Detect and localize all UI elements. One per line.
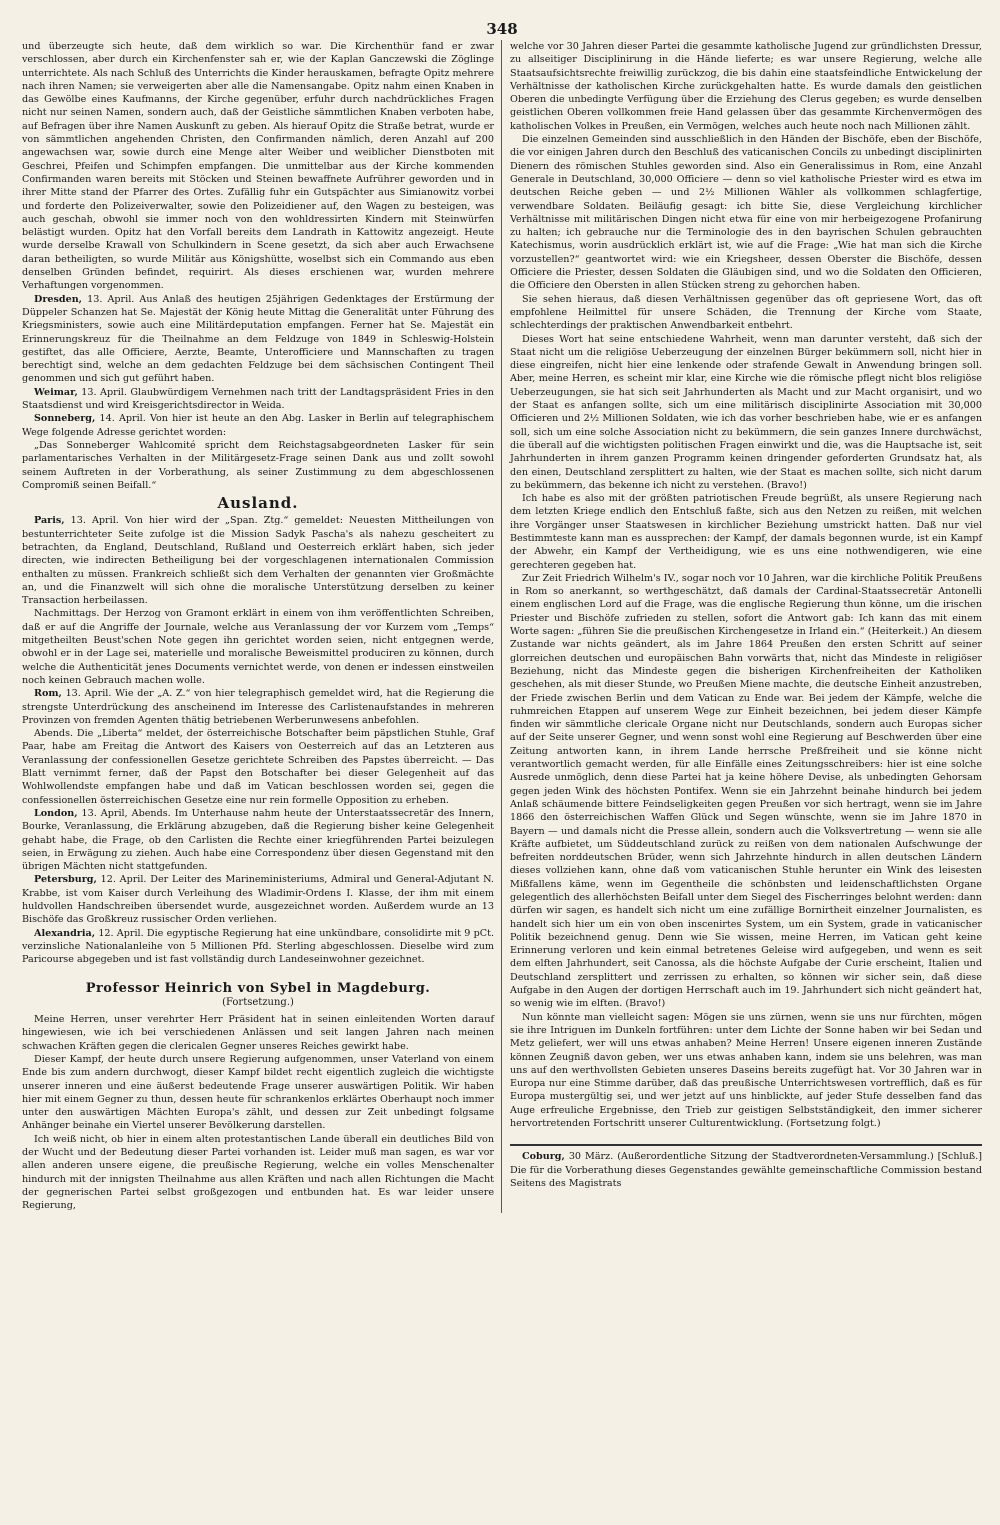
london-text: 13. April, Abends. Im Unterhause nahm heute der Unterstaatssecretär des Innern, Bourke, Veranlassung, die Erklärung abzugeben, daß die Regierung bisher keine Gelegenheit gehabt habe, die Frage, ob den Carlisten die Rechte einer kriegführenden Partei beizulegen seien, in Erwägung zu ziehen. Auch habe eine Correspondenz über diesen Gegenstand mit den übrigen Mächten nicht stattgefunden. [22,807,494,873]
article-paragraph: Zur Zeit Friedrich Wilhelm's IV., sogar noch vor 10 Jahren, war die kirchliche Politik Preußens in Rom so anerkannt, so werthgeschätzt, daß damals der Cardinal-Staatssecretär Antonelli einem englischen Lord auf die Frage, was die englische Regierung thun könne, um die irischen Priester und Bischöfe zufrieden zu stellen, sofort die Antwort gab: Ich kann das mit einem Worte sagen: „führen Sie die preußischen Kirchengesetze in Irland ein.“ (Heiterkeit.) An diesem Zustande war nichts geändert, als im Jahre 1864 Preußen den ersten Schritt auf seiner glorreichen deutschen und europäischen Bahn vorwärts that, nicht das Mindeste in religiöser Beziehung, nicht das Mindeste gegen die bisherigen Kirchenfreiheiten der Katholiken geschehen, als mit dieser Stunde, wo Preußen Miene machte, die deutsche Einheit anzustreben, der Friede zwischen Berlin und dem Vatican zu Ende war. Bei jedem der Kämpfe, welche die ruhmreichen Etappen auf unserem Wege zur Einheit bezeichnen, bei jedem dieser Kämpfe finden wir sämmtliche clericale Organe nicht nur Deutschlands, sondern auch Europas sicher auf der Seite unserer Gegner, und wenn sonst wohl eine Regierung auf Beschwerden über eine Zeitung antworten kann, in ihrem Lande herrsche Preßfreiheit und sie könne nicht verantwortlich gemacht werden, für alle Einfälle eines Zeitungsschreibers: hier ist eine solche Ausrede unmöglich, denn diese Partei hat ja keine höhere Devise, als unbedingten Gehorsam gegen jeden Wink des höchsten Pontifex. Wenn sie ein Jahrzehnt beinahe hindurch bei jedem Anlaß schäumende bittere Feindseligkeiten gegen Preußen vor sich hertragt, wenn sie im Jahre 1866 den österreichischen Waffen Glück und Segen wünschte, wenn sie im Jahre 1870 in Bayern — und damals nicht die Presse allein, sondern auch die Volksvertretung — wenn sie alle Kräfte aufbietet, um Süddeutschland zurück zu reißen von dem nationalen Aufschwunge der befreiten norddeutschen Brüder, wenn sich Jahrzehnte hindurch in allen deutschen Ländern dieses vollziehen kann, ohne daß vom vaticanischen Stuhle herunter ein Wink des leisesten Mißfallens käme, wenn im Gegentheile die schönbsten und leidenschaftlichsten Organe gelegentlich des allerhöchsten Beifall unter dem Siegel des Fischerringes belohnt werden: dann dürfen wir sagen, es handelt sich nicht um eine zufällige Bornirtheit einzelner Journalisten, es handelt sich hier um ein von oben inscenirtes System, um ein System, grade in vaticanischer Politik bezeichnend genug. Denn wie Sie wissen, meine Herren, im Vatican geht keine Erinnerung verloren und kein einmal betretenes Geleise wird aufgegeben, und wenn es seit dem elften Jahrhundert, seit Canossa, als die höchste Aufgabe der Curie erscheint, Italien und Deutschland zersplittert und zerrissen zu erhalten, so können wir sicher sein, daß diese Aufgabe in den Augen der dortigen Herrschaft auch im 19. Jahrhundert sich nicht geändert hat, so wenig wie im elften. (Bravo!) [510,572,982,1010]
dateline-coburg: Coburg, [522,1151,565,1163]
dresden-report [22,293,494,386]
dateline-dresden: Dresden, [34,293,83,305]
coburg-report [510,1150,982,1190]
sonneberg-text: 14. April. Von hier ist heute an den Abg. Lasker in Berlin auf telegraphischem Wege folgende Adresse gerichtet worden: [22,413,494,438]
dateline-petersburg: Petersburg, [34,874,97,886]
section-heading-ausland: Ausland. [217,494,299,513]
rom-evening-report: Abends. Die „Liberta“ meldet, der österreichische Botschafter beim päpstlichen Stuhle, Graf Paar, habe am Freitag die Antwort des Kaisers von Oesterreich auf das an Letzteren aus Veranlassung der confessionellen Gesetze gerichtete Schreiben des Papstes überreicht. — Das Blatt vernimmt ferner, daß der Papst den Botschafter bei dieser Gelegenheit auf das Wohlwollendste empfangen habe und daß im Vatican beschlossen worden sei, gegen die confessionellen österreichischen Gesetze eine nur rein formelle Opposition zu erheben. [22,728,494,806]
dresden-text: 13. April. Aus Anlaß des heutigen 25jährigen Gedenktages der Erstürmung der Düppeler Schanzen hat Se. Majestät der König heute Mittag die Generalität unter Führung des Kriegsministers, sowie auch eine Militärdeputation empfangen. Ferner hat Se. Majestät ein Erinnerungskreuz für die Theilnahme an dem Feldzuge von 1849 in Schleswig-Holstein gestiftet, das alle Officiere, Aerzte, Beamte, Unterofficiere und Mannschaften zu tragen berechtigt sind, welche an dem gedachten Feldzuge bei dem sächsischen Contingent Theil genommen und sich gut geführt haben. [22,293,494,385]
page-number: 348 [486,20,518,38]
divider [510,1144,982,1146]
weimar-text: 13. April. Glaubwürdigem Vernehmen nach tritt der Landtagspräsident Fries in den Staatsdienst und wird Kreisgerichtsdirector in Weida. [22,386,494,412]
alexandria-text: 12. April. Die egyptische Regierung hat eine unkündbare, consolidirte mit 9 pCt. verzinsliche Nationalanleihe von 5 Millionen Pfd. Sterling abgeschlossen. Dieselbe wird zum Paricourse abgegeben und ist fast vollständig durch Landeseinwohner gezeichnet. [22,927,494,966]
dateline-paris: Paris, [34,515,65,527]
left-column [22,40,502,1213]
paris-text: 13. April. Von hier wird der „Span. Ztg.“ gemeldet: Neuesten Mittheilungen von bestunterrichteter Seite zufolge ist die Mission Sadyk Pascha's als nahezu gescheitert zu betrachten, da England, Deutschland, Rußland und Oesterreich erklärt haben, sich jeder directen, wie indirecten Betheiligung bei der vorgeschlagenen internationalen Commission enthalten zu müssen. Frankreich schließt sich dem Verhalten der genannten vier Großmächte an, und die Finanzwelt will sich ohne die moralische Unterstützung derselben zu keiner Transaction herbeilassen. [22,515,494,607]
article-paragraph: Dieses Wort hat seine entschiedene Wahrheit, wenn man darunter versteht, daß sich der Staat nicht um die religiöse Ueberzeugung der einzelnen Bürger bekümmern soll, nicht hier in diese eingreifen, nicht hier eine lenkende oder strafende Gewalt in Anwendung bringen soll. Aber, meine Herren, es scheint mir klar, eine Kirche wie die römische pflegt nicht blos religiöse Ueberzeugungen, sie hat sich seit Jahrhunderten als Macht und zur Macht organisirt, und wo der Staat es anfangen sollte, sich um eine militärisch disciplinirte Association mit 30,000 Officieren und 2½ Millionen Soldaten, wie ich das vorher beschrieben habe, wie er es anfangen soll, sich um eine solche Association nicht zu bekümmern, die sein ganzes Innere durchwächst, die überall auf die wichtigsten politischen Fragen einwirkt und die, was die Hauptsache ist, seit Jahrhunderten in ihrem ganzen Programm keinen dringender geforderten Grundsatz hat, als den einen, Deutschland zersplittert zu halten, wie der Staat es machen sollte, sich nicht darum zu bekümmern, das bekenne ich nicht zu verstehen. (Bravo!) [510,333,982,491]
sonneberg-report [22,412,494,439]
london-report [22,807,494,873]
weimar-report [22,386,494,413]
dateline-rom: Rom, [34,688,62,700]
article-paragraph: Ich habe es also mit der größten patriotischen Freude begrüßt, als unsere Regierung nach dem letzten Kriege endlich den Entschluß faßte, sich aus den Netzen zu reißen, mit welchen ihre Vorgänger unser Staatswesen in kirchlicher Beziehung umstrickt hatten. Daß nur viel Bestimmteste kann man es aussprechen: der Kampf, der damals begonnen wurde, ist ein Kampf der Abwehr, ein Kampf der Vertheidigung, wie es uns eine nothwendigeren, wie eine gerechteren gegeben hat. [510,493,982,571]
dateline-london: London, [34,807,78,819]
paris-report [22,514,494,607]
article-paragraph: Sie sehen hieraus, daß diesen Verhältnissen gegenüber das oft gepriesene Wort, das oft empfohlene Heilmittel für unsere Schäden, die Trennung der Kirche vom Staate, schlechterdings der praktischen Anwendbarkeit entbehrt. [510,293,982,332]
dateline-weimar: Weimar, [34,386,78,398]
petersburg-report [22,873,494,926]
article-paragraph: Ich weiß nicht, ob hier in einem alten protestantischen Lande überall ein deutliches Bild von der Wucht und der Bedeutung dieser Partei vorhanden ist. Leider muß man sagen, es war vor allen anderen unsere eigene, die preußische Regierung, welche ein volles Menschenalter hindurch mit der innigsten Theilnahme aus allen Kräften und nach allen Richtungen die Macht der gegnerischen Partei selbst großgezogen und entbunden hat. Es war leider unsere Regierung, [22,1133,494,1212]
article-title: Professor Heinrich von Sybel in Magdeburg. [85,981,431,997]
article-paragraph: welche vor 30 Jahren dieser Partei die gesammte katholische Jugend zur gründlichsten Dressur, zu allseitiger Disciplinirung in die Hände lieferte; es war unsere Regierung, welche alle Staatsaufsichtsrechte freiwillig zurückzog, die bis dahin eine staatsfeindliche Entwickelung der Verhältnisse der katholischen Kirche zurückgehalten hatte. Es wurde damals den geistlichen Oberen die unbedingte Verfügung über die Erziehung des Clerus gegeben; es wurde denselben geistlichen Oberen vollkommen freie Hand gelassen über das gesammte Kirchenvermögen des katholischen Volkes in Preußen, ein Vermögen, welches auch heute noch nach Millionen zählt. [510,41,982,132]
article-subtitle: (Fortsetzung.) [222,996,294,1008]
coburg-text: 30 März. (Außerordentliche Sitzung der Stadtverordneten-Versammlung.) [Schluß.] Die für die Vorberathung dieses Gegenstandes gewählte gemeinschaftliche Commission bestand Seitens des Magistrats [510,1151,982,1189]
petersburg-text: 12. April. Der Leiter des Marineministeriums, Admiral und General-Adjutant N. Krabbe, ist vom Kaiser durch Verleihung des Wladimir-Ordens I. Klasse, der ihm mit einem huldvollen Handschreiben übersendet wurde, ausgezeichnet worden. Außerdem wurde an 13 Bischöfe das Großkreuz russischer Orden verliehen. [22,874,494,926]
columns [22,40,982,1213]
paris-afternoon-report: Nachmittags. Der Herzog von Gramont erklärt in einem von ihm veröffentlichten Schreiben, daß er auf die Angriffe der Journale, welche aus Veranlassung der vor Kurzem vom „Temps“ mitgetheilten Beust'schen Note gegen ihn gerichtet worden seien, nicht entgegnen werde, obwohl er in der Lage sei, materielle und moralische Beweismittel produciren zu können, durch welche die Authenticität jenes Documents vernichtet werde, von denen er indessen einstweilen noch keinen Gebrauch machen wolle. [22,608,494,686]
article-paragraph: Die einzelnen Gemeinden sind ausschließlich in den Händen der Bischöfe, eben der Bischöfe, die vor einigen Jahren durch den Beschluß des vaticanischen Concils zu unbedingt disciplinirten Dienern des römischen Stuhles geworden sind. Also ein Generalissimus in Rom, eine Anzahl Generale in Deutschland, 30,000 Officiere — denn so viel katholische Priester wird es etwa im deutschen Reiche geben — und 2½ Millionen Wähler als vollkommen schlagfertige, verwendbare Soldaten. Beiläufig gesagt: ich bitte Sie, diese Vergleichung kirchlicher Verhältnisse mit militärischen Dingen nicht etwa für eine von mir herbeigezogene Profanirung zu halten; ich gebrauche nur die Terminologie des in den bayrischen Schulen gebrauchten Katechismus, worin ausdrücklich erklärt ist, wie auf die Frage: „Wie hat man sich die Kirche vorzustellen?“ geantwortet wird: wie ein Kriegsheer, dessen Oberster die Bischöfe, dessen Officiere die Priester, dessen Soldaten die Gläubigen sind, und wo die Soldaten den Officieren, die Officiere den Obersten in allen Stücken streng zu gehorchen haben. [510,134,982,292]
rom-report [22,687,494,727]
opitz-report: und überzeugte sich heute, daß dem wirklich so war. Die Kirchenthür fand er zwar verschlossen, aber durch ein Kirchenfenster sah er, wie der Kaplan Ganczewski die Zöglinge unterrichtete. Als nach Schluß des Unterrichts die Kinder herauskamen, befragte Opitz mehrere nach ihren Namen; sie verweigerten aber alle die Namensangabe. Opitz nahm einen Knaben in das Gewölbe eines Kaufmanns, der Kirche gegenüber, erfuhr durch nachdrückliches Fragen nicht nur seinen Namen, sondern auch, daß der Geistliche sämmtlichen Knaben verboten habe, auf Befragen über ihre Namen Auskunft zu geben. Als hierauf Opitz die Straße betrat, wurde er von sämmtlichen angehenden Christen, den Confirmanden nämlich, deren Anzahl auf 200 angewachsen war, sowie durch eine Menge alter Weiber und weiblicher Dienstboten mit Geschrei, Pfeifen und Schimpfen empfangen. Die unmittelbar aus der Kirche kommenden Confirmanden waren bereits mit Stöcken und Steinen bewaffnete Aufrührer geworden und in ihrer Mitte stand der Pfarrer des Ortes. Zufällig fuhr ein Gutspächter aus Simianowitz vorbei und forderte den Polizeiverwalter, sowie den Polizeidiener auf, den Wagen zu besteigen, was auch geschah, obwohl sie immer noch von den wohldressirten Kindern mit Steinwürfen belästigt wurden. Opitz hat den Vorfall bereits dem Landrath in Kattowitz angezeigt. Heute wurde derselbe Krawall von Schulkindern in Scene gesetzt, da sich aber auch Erwachsene daran betheiligten, so wurde Militär aus Königshütte, woselbst sich ein Commando aus eben denselben Gründen befindet, requirirt. Als dieses erschienen war, wurden mehrere Verhaftungen vorgenommen. [22,41,494,292]
dateline-sonneberg: Sonneberg, [34,413,96,425]
article-paragraph: Nun könnte man vielleicht sagen: Mögen sie uns zürnen, wenn sie uns nur fürchten, mögen sie ihre Intriguen im Dunkeln fortführen: unter dem Lichte der Sonne haben wir bei Sedan und Metz geliefert, wer will uns etwas anhaben? Meine Herren! Unsere eigenen inneren Zustände können Zeugniß davon geben, wer uns etwas anhaben kann, indem sie uns belehren, was man uns auf den werthvollsten Gebieten unseres Daseins bereits zugefügt hat. Vor 30 Jahren war in Europa nur eine Stimme darüber, daß das preußische Unterrichtswesen vortrefflich, daß es für Europa mustergültig sei, und wer jetzt auf uns hinblickte, auf jeder Stufe desselben fand das Auge erfreuliche Ergebnisse, den Trieb zur geistigen Selbstständigkeit, den immer sicherer hervortretenden Fortschritt unserer Culturentwicklung. (Fortsetzung folgt.) [510,1011,982,1130]
right-column [502,40,982,1213]
dateline-alexandria: Alexandria, [34,927,96,939]
alexandria-report [22,927,494,967]
sonneberg-quote: „Das Sonneberger Wahlcomité spricht dem Reichstagsabgeordneten Lasker für sein parlamentarisches Verhalten in der Militärgesetz-Frage seinen Dank aus und zollt sowohl seinem Auftreten in der Vorberathung, als seiner Zustimmung zu dem abgeschlossenen Compromiß seinen Beifall.“ [22,439,494,491]
article-paragraph: Meine Herren, unser verehrter Herr Präsident hat in seinen einleitenden Worten darauf hingewiesen, wie ich bei verschiedenen Anlässen und seit langen Jahren nach meinen schwachen Kräften gegen die clericalen Gegner unseres Reiches gewirkt habe. [22,1014,494,1052]
rom-text: 13. April. Wie der „A. Z.“ von hier telegraphisch gemeldet wird, hat die Regierung die strengste Unterdrückung des anscheinend im Interesse des Carlistenaufstandes in mehreren Provinzen von fremden Agenten thätig betriebenen Werberunwesens anbefohlen. [22,688,494,726]
article-paragraph: Dieser Kampf, der heute durch unsere Regierung aufgenommen, unser Vaterland von einem Ende bis zum andern durchwogt, dieser Kampf bildet recht eigentlich zugleich die wichtigste unserer inneren und eine äußerst bedeutende Frage unserer auswärtigen Politik. Wir haben hier mit einem Gegner zu thun, dessen heute für schrankenlos erklärtes Oberhaupt noch immer unter den auswärtigen Mächten Europa's zählt, und dessen zur Zeit unbedingt folgsame Anhänger beinahe ein Viertel unserer Bevölkerung darstellen. [22,1053,494,1132]
